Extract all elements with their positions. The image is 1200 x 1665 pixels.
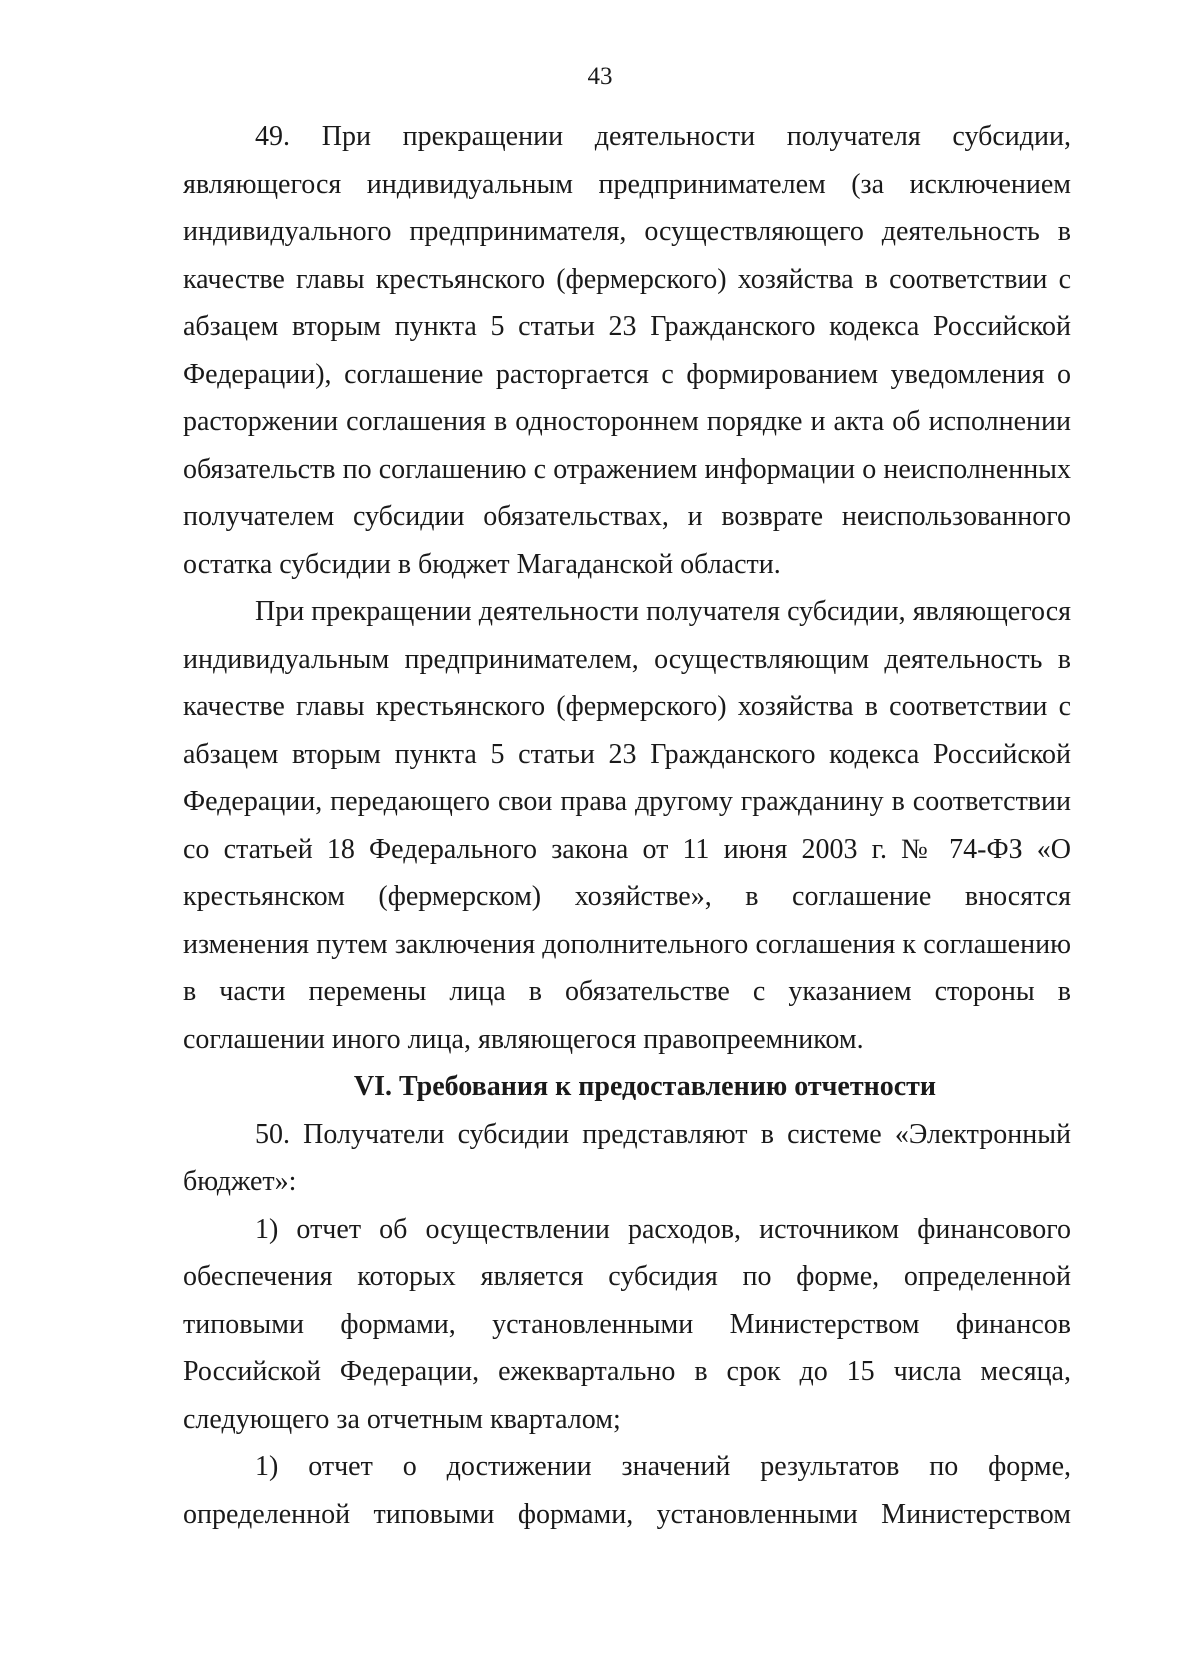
paragraph-49-continued: При прекращении деятельности получателя субсидии, являющегося индивидуальным предпринимателем, осуществляющим деятельность в качестве главы крестьянского (фермерского) хозяйства в соответствии с абзацем вторым пункта 5 статьи 23 Гражданского кодекса Российской Федерации, передающего свои права другому гражданину в соответствии со статьей 18 Федерального закона от 11 июня 2003 г. № 74-ФЗ «О крестьянском (фермерском) хозяйстве», в соглашение вносятся изменения путем заключения дополнительного соглашения к соглашению в части перемены лица в обязательстве с указанием стороны в соглашении иного лица, являющегося правопреемником.: [183, 596, 1071, 1055]
list-item-results-report: 1) отчет о достижении значений результатов по форме, определенной типовыми формами, установленными Министерством: [183, 1451, 1071, 1530]
page-number: 43: [587, 63, 613, 90]
section-heading: VI. Требования к предоставлению отчетности: [353, 1071, 937, 1102]
paragraph-50: 50. Получатели субсидии представляют в системе «Электронный бюджет»:: [183, 1118, 1071, 1197]
document-body: [183, 113, 1071, 1538]
list-item-expense-report: 1) отчет об осуществлении расходов, источником финансового обеспечения которых является субсидия по форме, определенной типовыми формами, установленными Министерством финансов Российской Федерации, ежеквартально в срок до 15 числа месяца, следующего за отчетным кварталом;: [183, 1213, 1071, 1435]
paragraph-49: 49. При прекращении деятельности получателя субсидии, являющегося индивидуальным предпринимателем (за исключением индивидуального предпринимателя, осуществляющего деятельность в качестве главы крестьянского (фермерского) хозяйства в соответствии с абзацем вторым пункта 5 статьи 23 Гражданского кодекса Российской Федерации), соглашение расторгается с формированием уведомления о расторжении соглашения в одностороннем порядке и акта об исполнении обязательств по соглашению с отражением информации о неисполненных получателем субсидии обязательствах, и возврате неиспользованного остатка субсидии в бюджет Магаданской области.: [183, 121, 1071, 580]
